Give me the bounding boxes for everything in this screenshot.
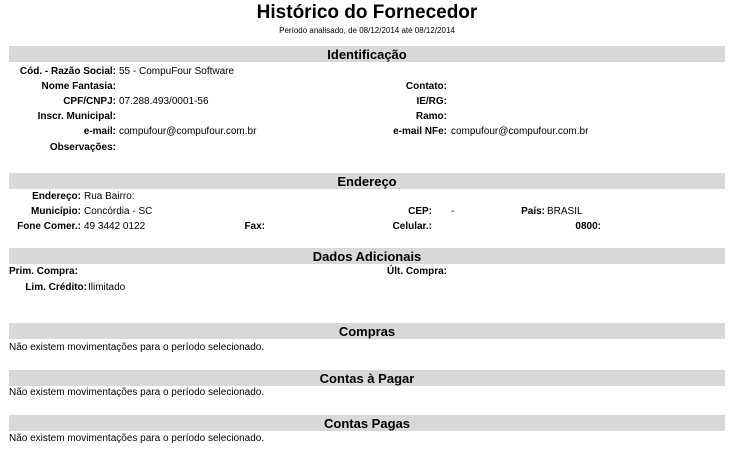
municipio-label: Município: (31, 206, 81, 217)
contas-pagas-empty-message: Não existem movimentações para o período selecionado. (9, 433, 265, 444)
row-endereco (0, 190, 734, 204)
cod-razao-value: 55 - CompuFour Software (119, 66, 235, 77)
section-contas-pagar-header: Contas à Pagar (9, 370, 725, 386)
row-lim-credito (0, 281, 734, 295)
cpf-cnpj-value: 07.288.493/0001-56 (119, 96, 209, 107)
ult-compra-label: Últ. Compra: (387, 266, 447, 277)
n0800-label: 0800: (575, 221, 601, 232)
contas-pagar-empty-message: Não existem movimentações para o período selecionado. (9, 387, 265, 398)
fone-comer-label: Fone Comer.: (17, 221, 81, 232)
celular-label: Celular.: (392, 221, 432, 232)
lim-credito-label: Lim. Crédito: (25, 282, 87, 293)
row-email (0, 125, 734, 139)
inscr-municipal-label: Inscr. Municipal: (37, 111, 116, 122)
ie-rg-label: IE/RG: (416, 96, 447, 107)
row-nome-fantasia (0, 80, 734, 94)
email-nfe-value: compufour@compufour.com.br (451, 126, 589, 137)
cep-value: - (451, 206, 455, 217)
cod-razao-label: Cód. - Razão Social: (19, 66, 116, 77)
pais-label: País: (521, 206, 545, 217)
section-compras-header: Compras (9, 323, 725, 339)
ramo-label: Ramo: (415, 111, 447, 122)
cpf-cnpj-label: CPF/CNPJ: (63, 96, 116, 107)
row-inscr-municipal (0, 110, 734, 124)
report-period: Período analisado, de 08/12/2014 até 08/12/2014 (279, 26, 455, 35)
observacoes-label: Observações: (49, 142, 116, 153)
compras-empty-message: Não existem movimentações para o período selecionado. (9, 342, 265, 353)
lim-credito-value: Ilimitado (88, 282, 126, 293)
endereco-label: Endereço: (32, 191, 81, 202)
fax-label: Fax: (244, 221, 265, 232)
section-identificacao-header: Identificação (9, 46, 725, 62)
section-dados-adicionais-header: Dados Adicionais (9, 248, 725, 264)
row-observacoes (0, 141, 734, 155)
contato-label: Contato: (405, 81, 447, 92)
row-municipio (0, 205, 734, 219)
municipio-value: Concórdia - SC (84, 206, 153, 217)
email-value: compufour@compufour.com.br (119, 126, 257, 137)
prim-compra-label: Prim. Compra: (9, 266, 78, 277)
section-contas-pagas-header: Contas Pagas (9, 415, 725, 431)
section-endereco-header: Endereço (9, 173, 725, 189)
cep-label: CEP: (408, 206, 432, 217)
report-title: Histórico do Fornecedor (256, 2, 478, 23)
row-fone (0, 220, 734, 234)
row-cod-razao (0, 65, 734, 79)
nome-fantasia-label: Nome Fantasia: (41, 81, 116, 92)
email-label: e-mail: (83, 126, 116, 137)
row-cpf-cnpj (0, 95, 734, 109)
endereco-value: Rua Bairro: (84, 191, 135, 202)
email-nfe-label: e-mail NFe: (393, 126, 447, 137)
fone-comer-value: 49 3442 0122 (84, 221, 146, 232)
pais-value: BRASIL (547, 206, 583, 217)
row-compras-datas (0, 265, 734, 279)
